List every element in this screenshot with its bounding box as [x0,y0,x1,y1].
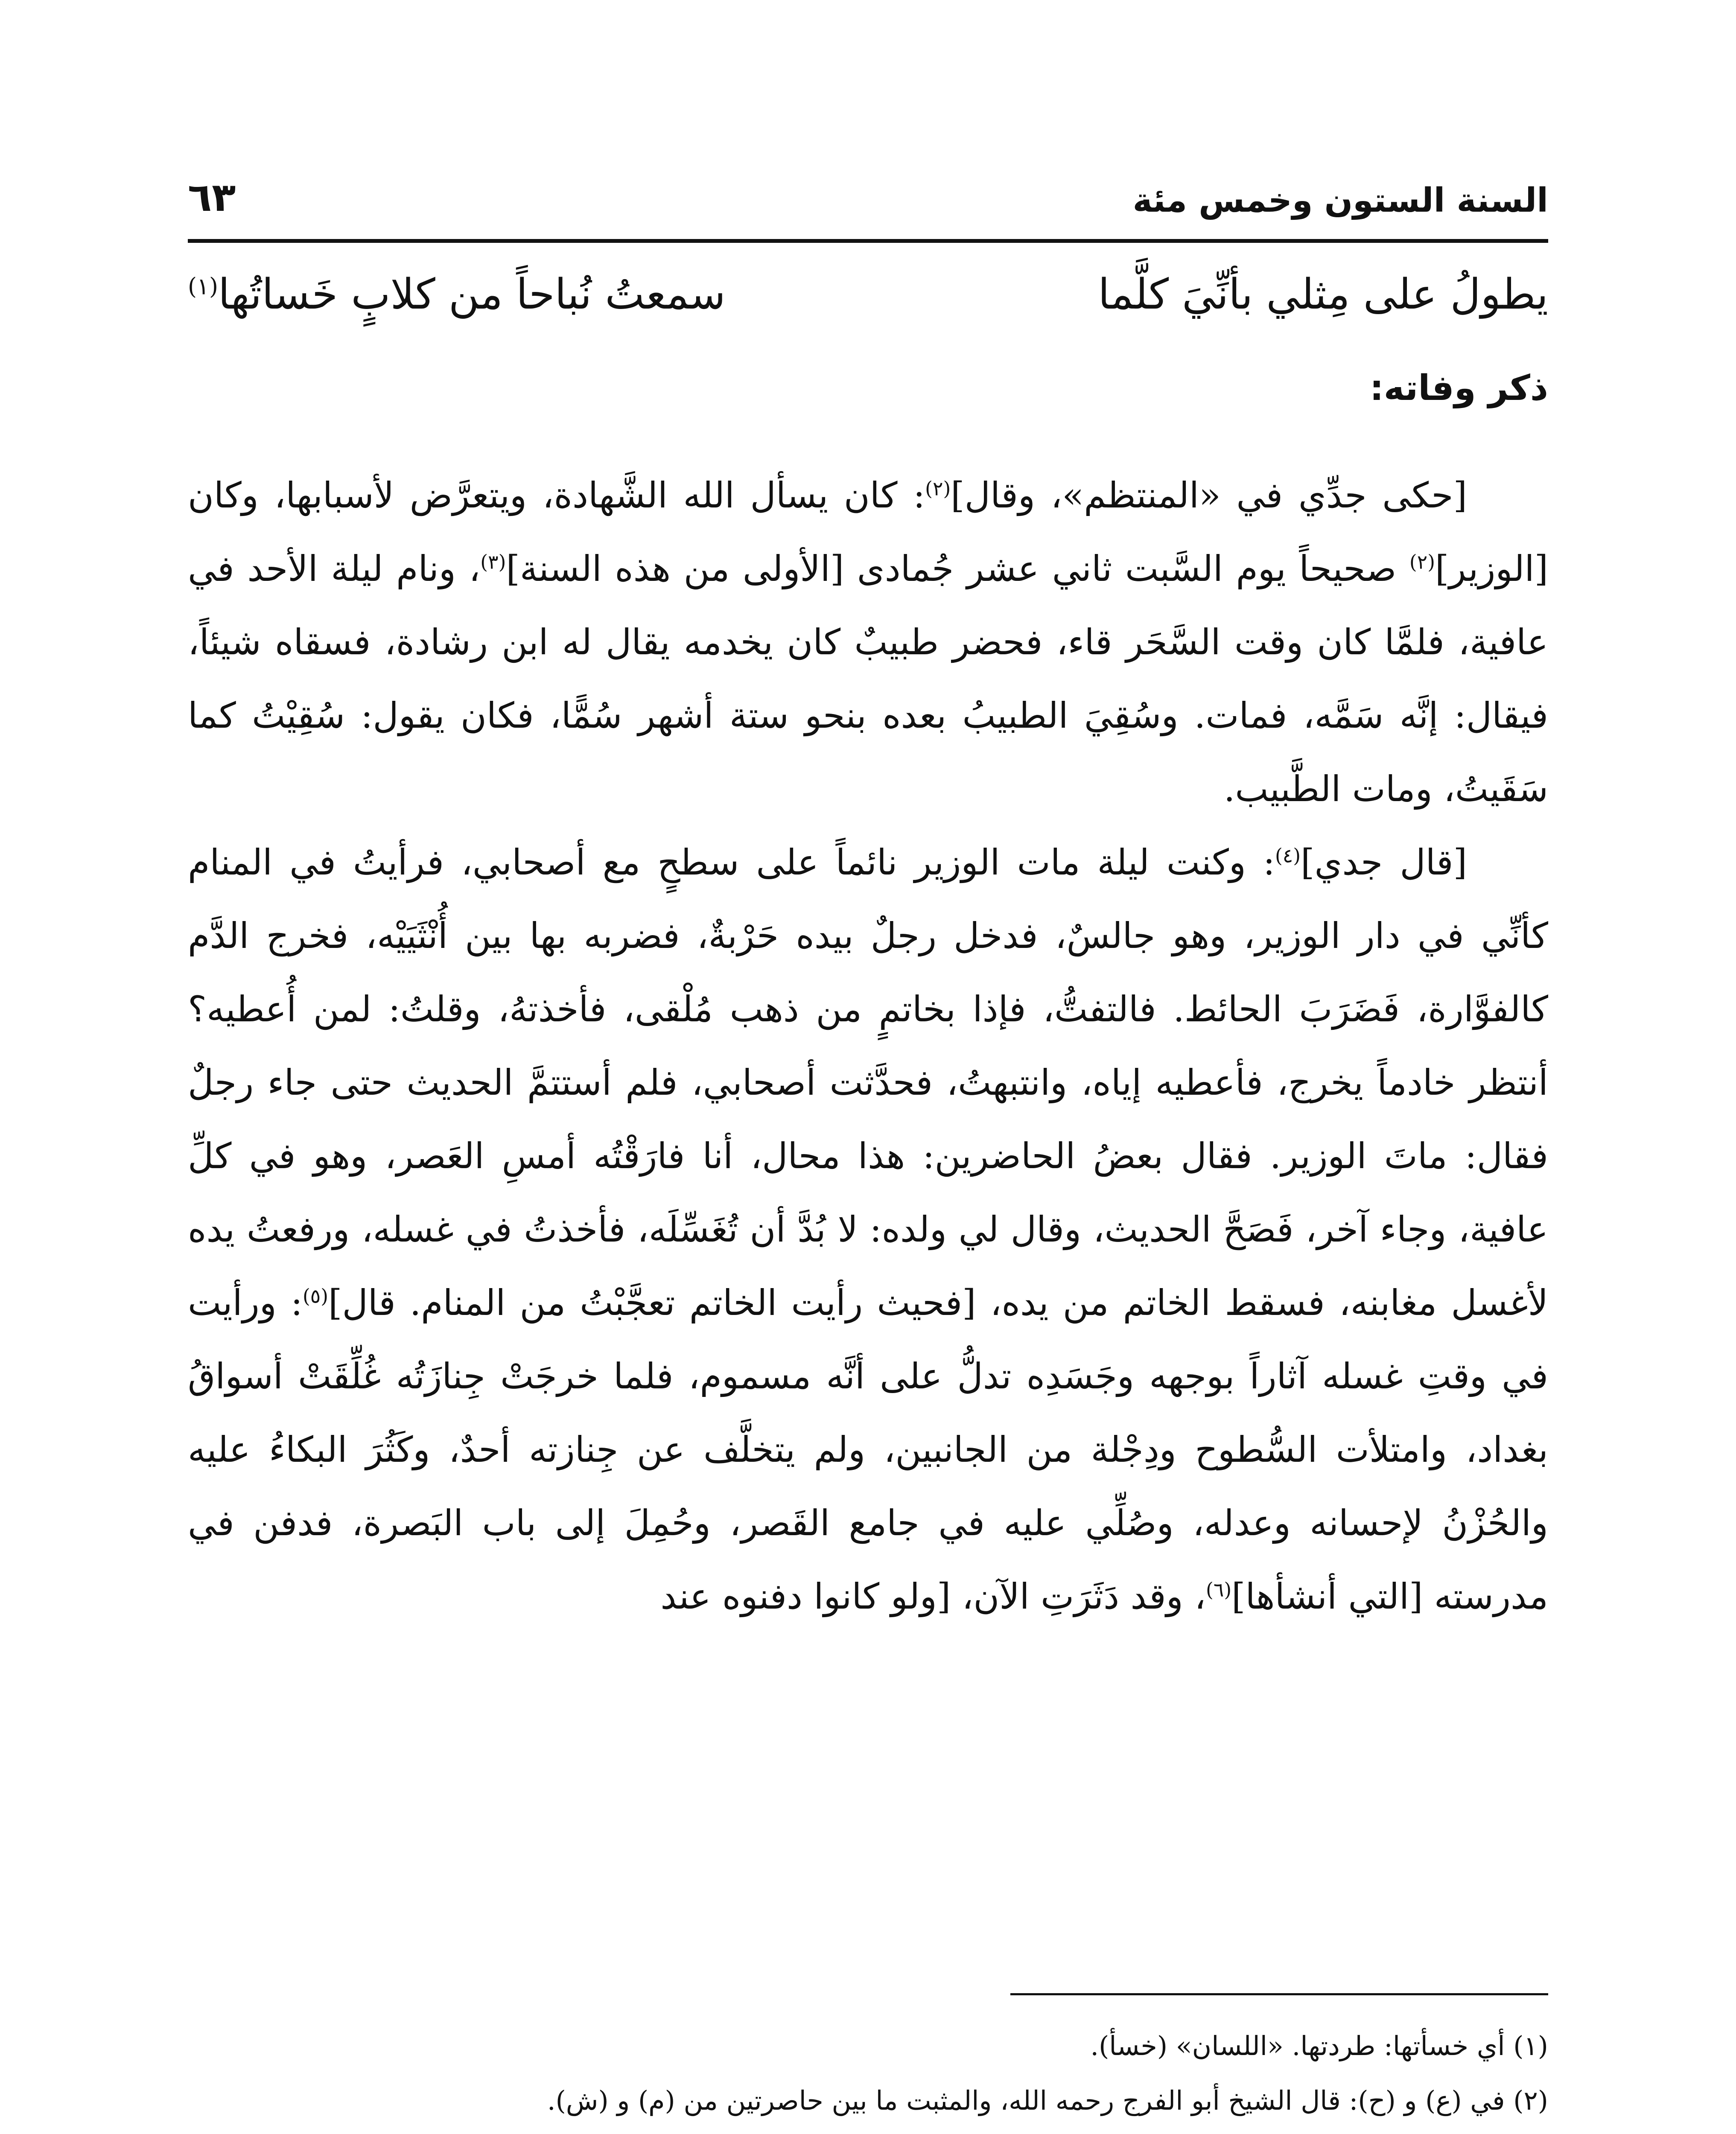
footnote-marker: (١) [188,273,219,300]
text-run: : ورأيت في وقتِ غسله آثاراً بوجهه وجَسَدِه تدلُّ على أنَّه مسموم، فلما خرجَتْ جِنازَتُه غُلِّقَتْ أسواقُ بغداد، وامتلأت السُّطوح ودِجْلة من الجانبين، ولم يتخلَّف عن جِنازته أحدٌ، وكَثُرَ البكاءُ عليه والحُزْنُ لإحسانه وعدله، وصُلِّي عليه في جامع القَصر، وحُمِلَ إلى باب البَصرة، فدفن في مدرسته [التي أنشأها] [188,1282,1548,1617]
page-number: ٦٣ [188,175,236,220]
header-rule [188,239,1548,243]
footnote-marker: (٦) [1206,1578,1232,1601]
footnote-marker: (٣) [480,551,506,574]
running-header-title: السنة الستون وخمس مئة [1132,181,1548,220]
footnote-1: (١) أي خسأتها: طردتها. «اللسان» (خسأ). [1090,2030,1548,2061]
footnote-marker: (٢) [1409,551,1435,574]
verse-first-hemistich: يطولُ على مِثلي بأنِّيَ كلَّما [1098,270,1548,319]
footnote-marker: (٢) [925,477,951,500]
footnotes [188,2019,1548,2134]
text-run: [حكى جدِّي في «المنتظم»، وقال] [951,475,1467,516]
section-heading: ذكر وفاته: [1369,368,1548,408]
footnote-marker: (٥) [302,1285,329,1308]
text-run: [قال جدي] [1301,842,1467,883]
footnote-2: (٢) في (ع) و (ح): قال الشيخ أبو الفرج رحمه الله، والمثبت ما بين حاصرتين من (م) و (ش). [547,2085,1548,2116]
running-header [188,171,1548,235]
verse-second-hemistich [188,256,726,333]
paragraph-dream-account [188,826,1548,1633]
poetry-verse [188,256,1548,341]
text-run: ، وقد دَثَرَتِ الآن، [ولو كانوا دفنوه عند [660,1576,1206,1617]
text-run: صحيحاً يوم السَّبت ثاني عشر جُمادى [الأولى من هذه السنة] [506,548,1409,589]
body-text [188,459,1548,1633]
verse-second-text: سمعتُ نُباحاً من كلابٍ خَساتُها [218,270,726,319]
text-run: ، ونام ليلة الأحد في عافية، فلمَّا كان وقت السَّحَر قاء، فحضر طبيبٌ كان يخدمه يقال له ابن رشادة، فسقاه شيئاً، فيقال: إنَّه سَمَّه، فمات. وسُقِيَ الطبيبُ بعده بنحو ستة أشهر سُمًّا، فكان يقول: سُقِيْتُ كما سَقَيتُ، ومات الطَّبيب. [188,548,1548,810]
footnote-separator [1010,1993,1548,1995]
paragraph-death-account [188,459,1548,826]
footnote-marker: (٤) [1275,844,1301,867]
text-run: : وكنت ليلة مات الوزير نائماً على سطحٍ مع أصحابي، فرأيتُ في المنام كأنِّي في دار الوزير، وهو جالسٌ، فدخل رجلٌ بيده حَرْبةٌ، فضربه بها بين أُنْثَيَيْه، فخرج الدَّم كالفوَّارة، فَضَرَبَ الحائط. فالتفتُّ، فإذا بخاتمٍ من ذهب مُلْقى، فأخذتهُ، وقلتُ: لمن أُعطيه؟ أنتظر خادماً يخرج، فأعطيه إياه، وانتبهتُ، فحدَّثت أصحابي، فلم أستتمَّ الحديث حتى جاء رجلٌ فقال: ماتَ الوزير. فقال بعضُ الحاضرين: هذا محال، أنا فارَقْتُه أمسِ العَصر، وهو في كلِّ عافية، وجاء آخر، فَصَحَّ الحديث، وقال لي ولده: لا بُدَّ أن تُغَسِّلَه، فأخذتُ في غسله، ورفعتُ يده لأغسل مغابنه، فسقط الخاتم من يده، [فحيث رأيت الخاتم تعجَّبْتُ من المنام. قال] [188,842,1548,1324]
footnote-3 [188,2128,1548,2134]
text-run: : كان يسأل الله الشَّهادة، ويتعرَّض لأسبابها، وكان [الوزير] [188,475,1548,589]
